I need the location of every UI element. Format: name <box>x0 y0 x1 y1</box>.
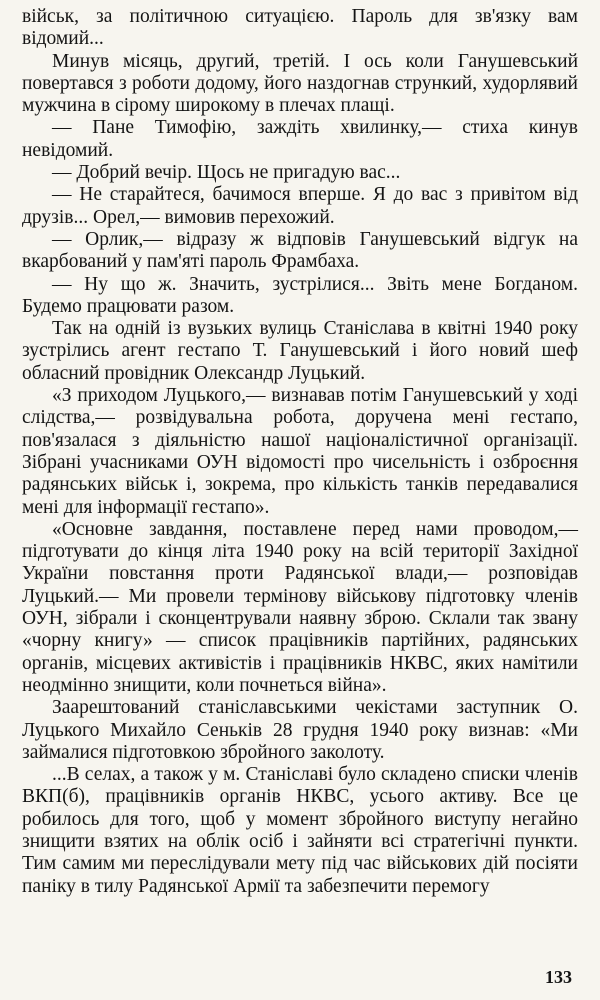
page-number: 133 <box>545 967 572 987</box>
paragraph-7: — Ну що ж. Значить, зустрілися... Звіть мене Богданом. Будемо працювати разом. <box>22 273 578 317</box>
paragraph-8: Так на одній із вузьких вулиць Станіслава в квітні 1940 року зустрілись агент гестапо Т. Ганушевський і його новий шеф обласний провідник Олександр Луцький. <box>22 318 578 384</box>
paragraph-4: — Добрий вечір. Щось не пригадую вас... <box>52 162 401 184</box>
paragraph-2: Минув місяць, другий, третій. І ось коли Ганушевський повертався з роботи додому, його наздогнав стрункий, худорлявий мужчина в сірому широкому в плечах плащі. <box>22 50 578 117</box>
paragraph-3: — Пане Тимофію, заждіть хвилинку,— стиха кинув невідомий. <box>22 117 578 161</box>
paragraph-12: ...В селах, а також у м. Станіславі було складено списки членів ВКП(б), працівників органів НКВС, усього активу. Все це робилось для того, щоб у момент збройного виступу негайно знищити взятих на облік осіб і зайняти всі стратегічні пункти. Тим самим ми переслідували мету під час військових дій посіяти паніку в тилу Радянської Армії та забезпечити перемогу <box>22 764 578 897</box>
paragraph-9: «З приходом Луцького,— визнавав потім Ганушевський у ході слідства,— розвідувальна робота, доручена мені гестапо, пов'язалася з діяльністю нашої націоналістичної організації. Зібрані учасниками ОУН відомості про чисельність і озброєння радянських військ і, зокрема, про кількість танків передавалися мені для інформації гестапо». <box>22 385 578 518</box>
paragraph-10: «Основне завдання, поставлене перед нами проводом,— підготувати до кінця літа 1940 року на всій території Західної України повстання проти Радянської влади,— розповідав Луцький.— Ми провели термінову військову підготовку членів ОУН, зібрали і сконцентрували наявну зброю. Склали так звану «чорну книгу» — список працівників партійних, радянських органів, місцевих активістів і працівників НКВС, яких намітили неодмінно знищити, коли почнеться війна». <box>22 518 578 696</box>
paragraph-5: — Не старайтеся, бачимося вперше. Я до вас з привітом від друзів... Орел,— вимовив перехожий. <box>22 184 578 228</box>
body-text <box>22 6 578 898</box>
paragraph-11: Заарештований станіславськими чекістами заступник О. Луцького Михайло Сеньків 28 грудня 1940 року визнав: «Ми займалися підготовкою збройного заколоту. <box>22 697 578 763</box>
paragraph-1: військ, за політичною ситуацією. Пароль для зв'язку вам відомий... <box>22 6 578 50</box>
paragraph-6: — Орлик,— відразу ж відповів Ганушевський відгук на вкарбований у пам'яті пароль Фрамбаха. <box>22 228 578 273</box>
